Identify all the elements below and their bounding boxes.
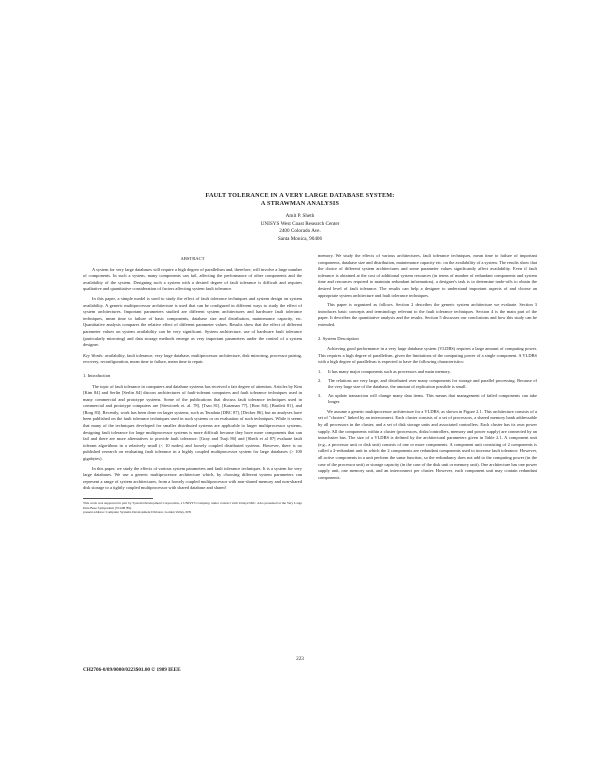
author-block (190, 213, 410, 243)
footnote-2: present address: Computer Systems Development Division, Golden Valley, MN (83, 510, 192, 515)
footnote-divider (83, 498, 153, 499)
introduction-paragraph-2: In this paper, we study the effects of various system parameters and fault tolerance techniques. It is a system for very large databases. We use a generic multiprocessor architecture which, by choosing different system parameters can represent a range of system architectures, from a loosely coupled multiprocessor with non-shared memory and non-shared disk storage to a tightly coupled multiprocessor with shared database and shared (83, 465, 302, 491)
abstract-paragraph-1: A system for very large databases will require a high degree of parallelism and, therefore, will involve a large number of components. In such a system, many components can fail, affecting the performance of other components and the availability of the system. Designing such a system with a desired degree of fault tolerance is difficult and requires qualitative and quantitative consideration of factors affecting system fault tolerance. (83, 266, 302, 292)
introduction-heading: 1. Introduction (83, 372, 111, 378)
title-line-2: A STRAWMAN ANALYSIS (260, 200, 340, 207)
keywords-label: Key Words: (83, 352, 104, 358)
author-affiliation: UNISYS West Coast Research Center (260, 220, 340, 227)
paper-title (150, 192, 450, 208)
list-item-number: 3. (318, 392, 322, 398)
footnote-1: This work was supported in part by System Development Corporation, a UNISYS Company, under contract with Unisys/SDC. Also presented at the Very Large Data Base Symposium (VLDB '89). (83, 501, 302, 510)
system-description-paragraph-1: Achieving good performance in a very large database system (VLDBS) requires a large amount of computing power. This requires a high degree of parallelism, given the limitations of the computing power of a single component. A VLDBS with a high degree of parallelism is expected to have the following characteristics: (318, 346, 537, 365)
system-description-paragraph-2: We assume a generic multiprocessor architecture for a VLDBS, as shown in Figure 2.1. This architecture consists of a set of "clusters" linked by an interconnect. Each cluster consists of a set of processors, a shared memory bank addressable by all processors in the cluster, and a set of disk storage units and associated controllers. Each cluster has its own power supply. All the components within a cluster (processors, disks/controllers, memory and power supply) are connected by an intracluster bus. The size of a VLDBS is defined by the architectural parameters given in Table 2.1. A component unit (e.g., a processor unit or disk unit) consists of one or more components. A component unit consisting of 2 components is called a 2-redundant unit in which the 2 components are redundant components used to increase fault tolerance. However, all active components in a unit perform the same function, so the redundancy does not add to the computing power (in the case of the processor unit) or storage capacity (in the case of the disk unit or memory unit). One architecture has one power supply unit, one memory unit, and an interconnect per cluster. However, each component unit may contain redundant components. (318, 408, 537, 480)
author-name: Amit P. Sheth (285, 213, 315, 219)
page-number: 223 (296, 656, 304, 662)
list-item-text: An update transaction will change many data items. This means that management of failed components can take longer. (328, 392, 537, 405)
author-address-line-1: 2400 Colorado Ave. (279, 228, 321, 235)
characteristics-list (318, 369, 537, 406)
right-paragraph-2: This paper is organized as follows. Section 2 describes the generic system architecture we evaluate. Section 3 introduces basic concepts and terminology relevant to the fault tolerance techniques. Section 4 is the main part of the paper. It describes the quantitative analysis and the results. Section 5 discusses our conclusions and how this study can be extended. (318, 302, 537, 327)
system-description-heading: 2. System Description (318, 335, 359, 341)
list-item-number: 2. (318, 377, 322, 383)
list-item (318, 378, 537, 391)
list-item (318, 369, 537, 376)
abstract-paragraph-2: In this paper, a simple model is used to study the effect of fault tolerance techniques and system design on system availability. A generic multiprocessor architecture is used that can be configured in different ways to study the effect of system architectures. Important parameters studied are different system architectures and hardware fault tolerance techniques, mean time to failure of basic components, database size and distribution, maintenance capacity, etc. Quantitative analysis compares the relative effect of different parameter values. Results show that the effect of different parameter values on system availability can be very significant. System architecture, use of hardware fault tolerance (particularly mirroring) and data storage methods emerge as very important parameters under the control of a system designer. (83, 295, 302, 348)
list-item-number: 1. (318, 368, 322, 374)
list-item (318, 393, 537, 406)
keywords (83, 353, 302, 366)
introduction-paragraph-1: The topic of fault tolerance in computers and database systems has received a fair degree of attention. Articles by Kim [Kim 84] and Serlin [Serlin 84] discuss architectures of fault-tolerant computers and fault tolerance techniques used in many commercial and prototype systems. Some of the publications that discuss fault tolerance techniques used in commercial and prototype computers are [Siewiorek et. al. 78], [Tsao 81], [Katzman 77], [Borr 84], [Bartlett 81], and [Borg 83]. Recently, work has been done on larger systems, such as Teradata [DBC 87], [Decker 86], but no analyses have been published on the fault tolerance techniques used in such systems or on evaluation of such techniques. While it seems that many of the techniques developed for smaller distributed systems are applicable to larger multiprocessor systems, designing fault tolerance for large multiprocessor systems is more difficult because they have more components that can fail and there are more alternatives to provide fault tolerance. [Gray and Tsuji 86] and [Sheth et al 87] evaluate fault tolerant algorithms in a relatively small (< 10 nodes) and loosely coupled distributed systems. However, there is no published research on evaluating fault tolerance in a highly coupled multiprocessor system for large databases (> 100 gigabytes). (83, 383, 302, 462)
title-line-1: FAULT TOLERANCE IN A VERY LARGE DATABASE SYSTEM: (205, 192, 395, 199)
copyright-line: CH2706-0/89/0000/0223$01.00 © 1989 IEEE (83, 667, 181, 673)
list-item-text: The relations are very large, and distributed over many components for storage and parallel processing. Because of the very large size of the database, the amount of replication possible is small. (328, 377, 537, 390)
author-address-line-2: Santa Monica, 90406 (277, 235, 323, 242)
list-item-text: It has many major components such as processors and main memory. (328, 368, 451, 374)
abstract-heading: ABSTRACT (180, 256, 205, 261)
keywords-text: availability, fault tolerance, very large database, multiprocessor architecture, disk mirroring, processor pairing, recovery, reconfiguration, mean time to failure, mean time to repair. (83, 352, 302, 365)
left-column (83, 256, 302, 515)
right-paragraph-1: memory. We study the effects of various architectures, fault tolerance techniques, mean time to failure of important components, database size and distribution, maintenance capacity etc. on the availability of a system. The results show that the choice of different system architectures and some parameter values significantly affect availability. Even if fault tolerance is obtained at the cost of additional system resources (in terms of number of redundant components and system time and resources required to maintain redundant information), a designer's task is to determine trade-offs to obtain the desired level of fault tolerance. The results can help a designer to understand important aspects of and choose an appropriate system architecture and fault tolerance techniques. (318, 253, 537, 298)
right-column (318, 253, 537, 484)
